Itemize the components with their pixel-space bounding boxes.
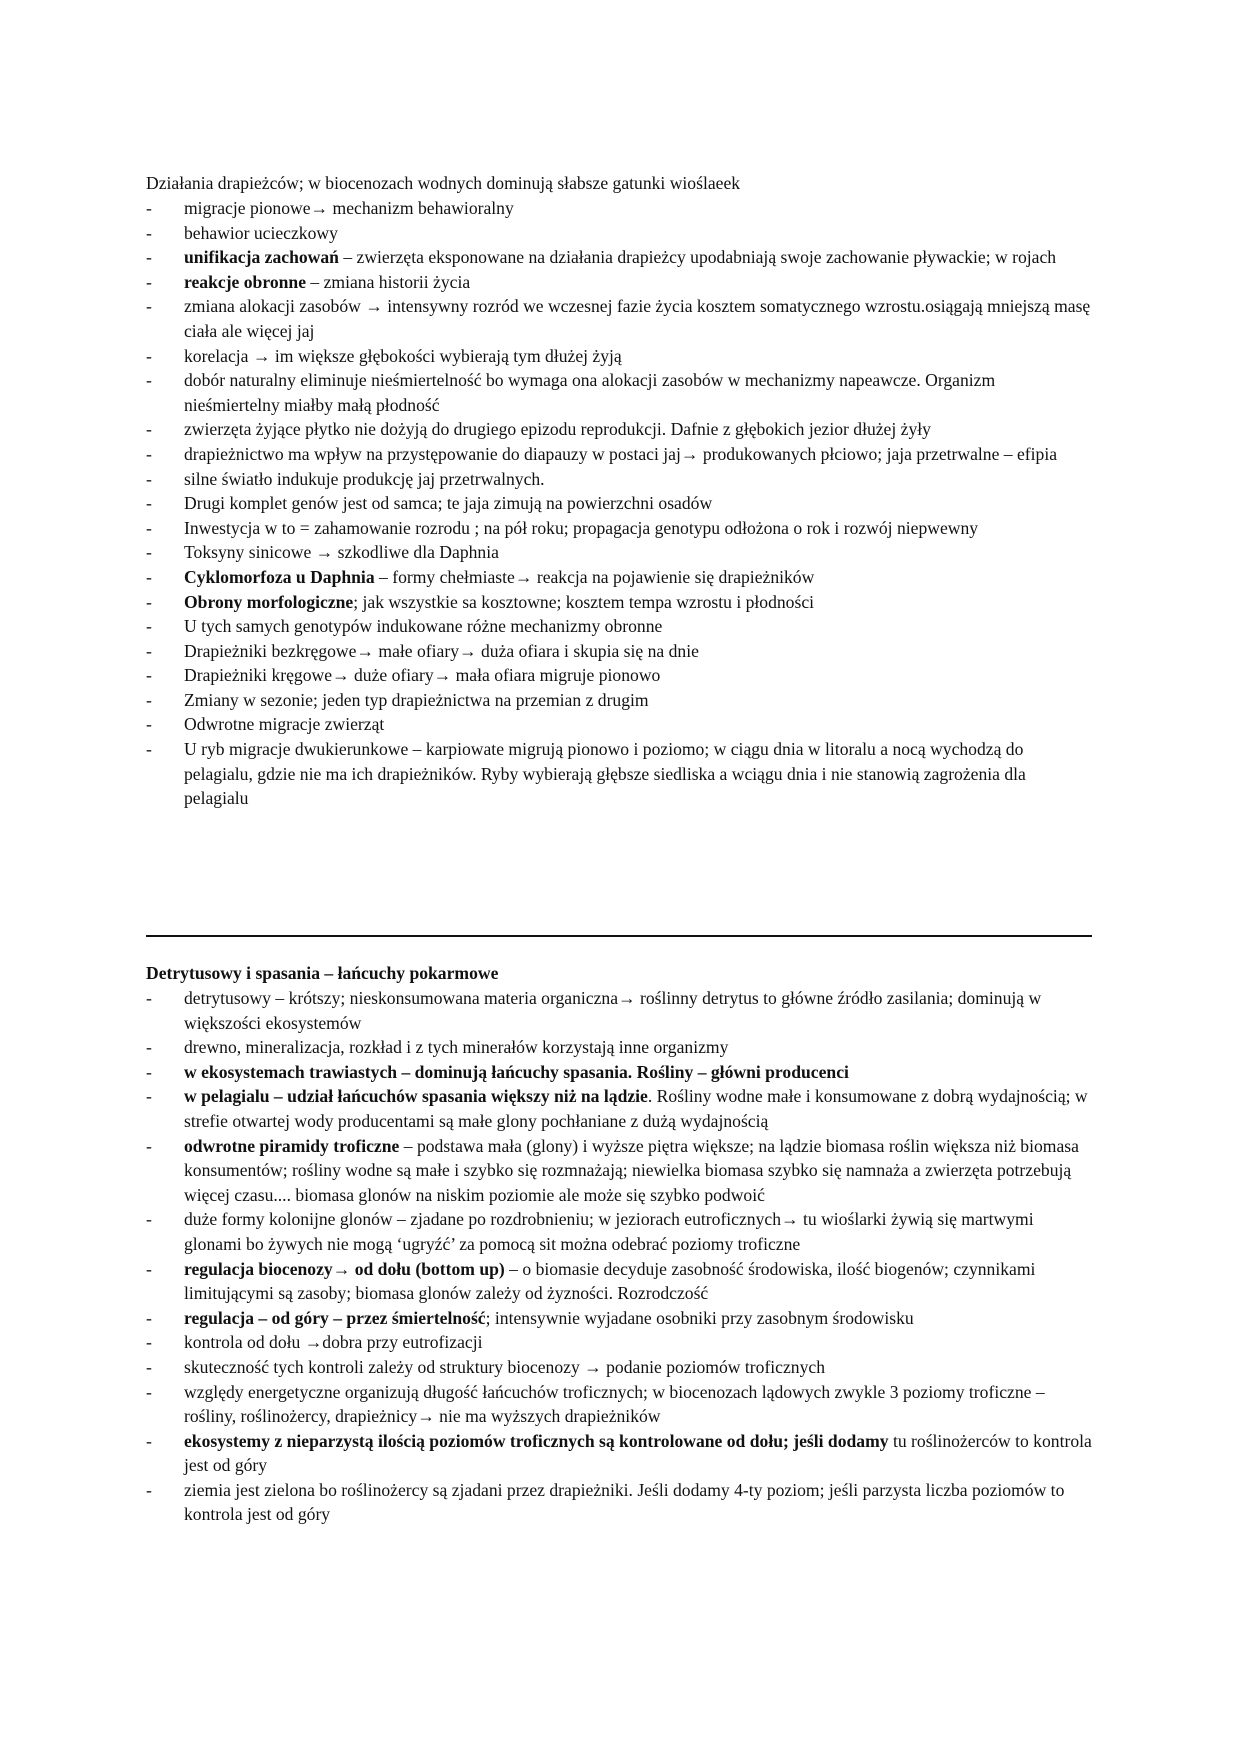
list-item [146, 663, 1092, 688]
text-run: ; intensywnie wyjadane osobniki przy zasobnym środowisku [485, 1307, 914, 1328]
list-item [146, 1380, 1092, 1429]
list-item [146, 639, 1092, 664]
text-run: U ryb migracje dwukierunkowe – karpiowate migrują pionowo i poziomo; w ciągu dnia w litoralu a nocą wychodzą do pelagialu, gdzie nie ma ich drapieżników. Ryby wybierają głębsze siedliska a wciągu dnia i nie stanowią zagrożenia dla pelagialu [184, 739, 1026, 809]
list-item [146, 1257, 1092, 1306]
text-run: tu roślinożerców to kontrola jest od góry [184, 1430, 1092, 1476]
list-item [146, 196, 1092, 221]
text-run: dobór naturalny eliminuje nieśmiertelność bo wymaga ona alokacji zasobów w mechanizmy napeawcze. Organizm nieśmiertelny miałby małą płodność [184, 370, 996, 415]
text-run: duże formy kolonijne glonów – zjadane po rozdrobnieniu; w jeziorach eutroficznych→ tu wioślarki żywią się martwymi glonami bo żywych nie mogą ‘ugryźć’ za pomocą sit można odebrać poziomy troficzne [184, 1209, 1034, 1254]
text-run: – o biomasie decyduje zasobność środowiska, ilość biogenów; czynnikami limitującymi są zasoby; biomasa glonów zależy od żyzności. Rozrodczość [184, 1258, 1036, 1304]
bold-text-run: regulacja – od góry – przez śmiertelność [184, 1307, 486, 1328]
list-item [146, 245, 1092, 270]
list-item [146, 442, 1092, 467]
text-run: Drapieżniki kręgowe→ duże ofiary→ mała ofiara migruje pionowo [184, 665, 661, 686]
text-run: korelacja → im większe głębokości wybierają tym dłużej żyją [184, 345, 622, 366]
text-run: względy energetyczne organizują długość łańcuchów troficznych; w biocenozach lądowych zwykle 3 poziomy troficzne – rośliny, roślinożercy, drapieżnicy→ nie ma wyższych drapieżników [184, 1381, 1045, 1427]
text-run: migracje pionowe→ mechanizm behawioralny [184, 198, 514, 218]
text-run: Drugi komplet genów jest od samca; te jaja zimują na powierzchni osadów [184, 493, 713, 514]
list-item [146, 565, 1092, 590]
section-food-chains [146, 960, 1092, 1527]
bold-text-run: odwrotne piramidy troficzne [184, 1135, 400, 1156]
text-run: Odwrotne migracje zwierząt [184, 714, 385, 735]
text-run: Drapieżniki bezkręgowe→ małe ofiary→ duża ofiara i skupia się na dnie [184, 640, 699, 661]
text-run: drapieżnictwo ma wpływ na przystępowanie do diapauzy w postaci jaj→ produkowanych płciowo; jaja przetrwalne – efipia [184, 443, 1058, 464]
text-run: Inwestycja w to = zahamowanie rozrodu ; na pół roku; propagacja genotypu odłożona o rok i rozwój niepwewny [184, 517, 979, 538]
list-item [146, 540, 1092, 565]
list-item [146, 491, 1092, 516]
text-run: ; jak wszystkie sa kosztowne; kosztem tempa wzrostu i płodności [353, 591, 815, 612]
list-item [146, 1478, 1092, 1527]
text-run: drewno, mineralizacja, rozkład i z tych minerałów korzystają inne organizmy [184, 1037, 729, 1058]
text-run: zmiana alokacji zasobów → intensywny rozród we wczesnej fazie życia kosztem somatycznego wzrostu.osiągają mniejszą masę ciała ale więcej jaj [184, 296, 1091, 341]
text-run: – formy chełmiaste→ reakcja na pojawienie się drapieżników [374, 566, 815, 587]
list-item [146, 1207, 1092, 1256]
list-item [146, 712, 1092, 737]
text-run: detrytusowy – krótszy; nieskonsumowana materia organiczna→ roślinny detrytus to główne źródło zasilania; dominują w większości ekosystemów [184, 988, 1042, 1033]
text-run: ziemia jest zielona bo roślinożercy są zjadani przez drapieżniki. Jeśli dodamy 4-ty poziom; jeśli parzysta liczba poziomów to kontrola jest od góry [184, 1479, 1065, 1525]
list-item [146, 1429, 1092, 1478]
bold-text-run: Obrony morfologiczne [184, 591, 354, 612]
text-run: . Rośliny wodne małe i konsumowane z dobrą wydajnością; w strefie otwartej wody producentami są małe glony pochłaniane z dużą wydajnością [184, 1086, 1088, 1131]
bold-text-run: unifikacja zachowań [184, 247, 339, 268]
list-item [146, 368, 1092, 417]
list-item [146, 516, 1092, 541]
list-item [146, 1330, 1092, 1355]
section-intro: Działania drapieżców; w biocenozach wodnych dominują słabsze gatunki wioślaeek [146, 173, 741, 193]
text-run: silne światło indukuje produkcję jaj przetrwalnych. [184, 468, 545, 489]
text-run: Toksyny sinicowe → szkodliwe dla Daphnia [184, 542, 499, 563]
list-item [146, 986, 1092, 1035]
list-item [146, 614, 1092, 639]
list-item [146, 737, 1092, 811]
list-item [146, 1060, 1092, 1085]
bold-text-run: Cyklomorfoza u Daphnia [184, 566, 375, 587]
list-item [146, 1306, 1092, 1331]
list-item [146, 688, 1092, 713]
bold-text-run: w pelagialu – udział łańcuchów spasania większy niż na lądzie [184, 1086, 648, 1107]
bold-text-run: regulacja biocenozy→ od dołu (bottom up) [184, 1258, 505, 1279]
text-run: U tych samych genotypów indukowane różne mechanizmy obronne [184, 616, 663, 637]
text-run: kontrola od dołu →dobra przy eutrofizacji [184, 1332, 483, 1353]
list-item [146, 294, 1092, 343]
list-item [146, 344, 1092, 369]
text-run: – zwierzęta eksponowane na działania drapieżcy upodabniają swoje zachowanie pływackie; w rojach [338, 247, 1057, 268]
text-run: – podstawa mała (glony) i wyższe piętra większe; na lądzie biomasa roślin większa niż biomasa konsumentów; rośliny wodne są małe i szybko się rozmnażają; niewielka biomasa szybko się namnaża a zwierzęta potrzebują więcej czasu.... biomasa glonów na niskim poziomie ale może się szybko podwoić [184, 1135, 1079, 1205]
section-predation [146, 170, 1092, 811]
bullet-list [146, 986, 1092, 1527]
bold-text-run: ekosystemy z nieparzystą ilością poziomów troficznych są kontrolowane od dołu; jeśli dodamy [184, 1430, 889, 1451]
list-item [146, 270, 1092, 295]
list-item [146, 221, 1092, 246]
list-item [146, 417, 1092, 442]
horizontal-rule [146, 935, 1092, 937]
list-item [146, 1084, 1092, 1133]
bold-text-run: reakcje obronne [184, 271, 307, 292]
list-item [146, 467, 1092, 492]
list-item [146, 1134, 1092, 1208]
text-run: zwierzęta żyjące płytko nie dożyją do drugiego epizodu reprodukcji. Dafnie z głębokich jezior dłużej żyły [184, 419, 931, 440]
text-run: Zmiany w sezonie; jeden typ drapieżnictwa na przemian z drugim [184, 689, 649, 710]
bold-text-run: w ekosystemach trawiastych – dominują łańcuchy spasania. Rośliny – główni producenci [184, 1061, 849, 1082]
text-run: behawior ucieczkowy [184, 222, 338, 243]
list-item [146, 1355, 1092, 1380]
text-run: skuteczność tych kontroli zależy od struktury biocenozy → podanie poziomów troficznych [184, 1356, 826, 1377]
list-item [146, 590, 1092, 615]
bullet-list [146, 196, 1092, 811]
list-item [146, 1035, 1092, 1060]
text-run: – zmiana historii życia [306, 271, 471, 292]
section-heading: Detrytusowy i spasania – łańcuchy pokarmowe [146, 963, 499, 983]
